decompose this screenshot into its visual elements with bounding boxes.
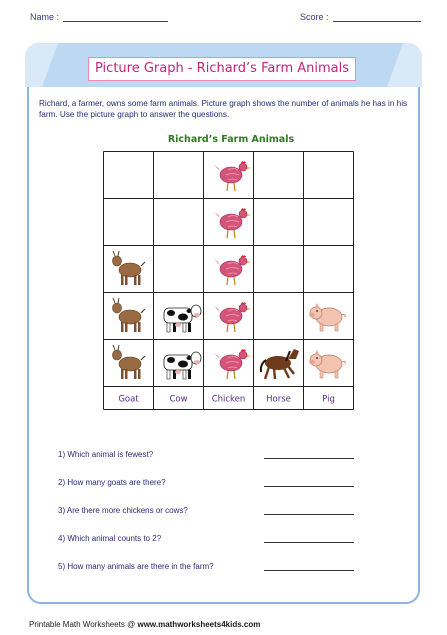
name-line[interactable] [63,12,168,22]
question-3-text: 3) Are there more chickens or cows? [58,506,188,515]
chicken-icon [214,208,251,238]
banner-stripe [387,43,422,87]
cow-icon [164,352,201,379]
cow-icon [164,305,201,332]
question-2 [58,478,368,506]
footer-prefix: Printable Math Worksheets @ [29,620,136,629]
footer [29,620,260,629]
answer-line-1[interactable] [264,458,354,459]
question-5 [58,562,368,590]
question-1-text: 1) Which animal is fewest? [58,450,154,459]
horse-icon [261,349,299,379]
category-label: Goat [118,394,139,405]
answer-line-4[interactable] [264,542,354,543]
footer-site-link[interactable]: www.mathworksheets4kids.com [137,620,261,629]
name-field[interactable] [30,12,168,22]
chicken-icon [214,161,251,191]
answer-line-5[interactable] [264,570,354,571]
score-label: Score : [300,12,329,22]
goat-icon [113,251,146,285]
intro-text: Richard, a farmer, owns some farm animals. Picture graph shows the number of animals he has in his farm. Use the picture graph to answer the questions. [39,99,408,119]
goat-icon [113,298,146,332]
category-label: Pig [322,394,335,405]
chicken-icon [214,349,251,379]
questions-list [58,450,368,590]
pig-icon [309,350,345,378]
goat-icon [113,345,146,379]
question-3 [58,506,368,534]
answer-line-3[interactable] [264,514,354,515]
name-label: Name : [30,12,60,22]
answer-line-2[interactable] [264,486,354,487]
category-label: Cow [169,394,188,405]
question-5-text: 5) How many animals are there in the farm? [58,562,214,571]
score-field[interactable] [300,12,421,22]
question-2-text: 2) How many goats are there? [58,478,166,487]
banner-stripe [25,43,58,87]
category-label: Chicken [211,394,246,405]
chicken-icon [214,255,251,285]
question-4-text: 4) Which animal counts to 2? [58,534,162,543]
score-line[interactable] [333,12,421,22]
category-label: Horse [266,394,291,405]
graph-title: Richard’s Farm Animals [167,134,295,145]
pig-icon [309,303,345,331]
question-1 [58,450,368,478]
chicken-icon [214,302,251,332]
question-4 [58,534,368,562]
worksheet-title: Picture Graph - Richard’s Farm Animals [88,57,356,81]
picture-graph [103,151,355,411]
